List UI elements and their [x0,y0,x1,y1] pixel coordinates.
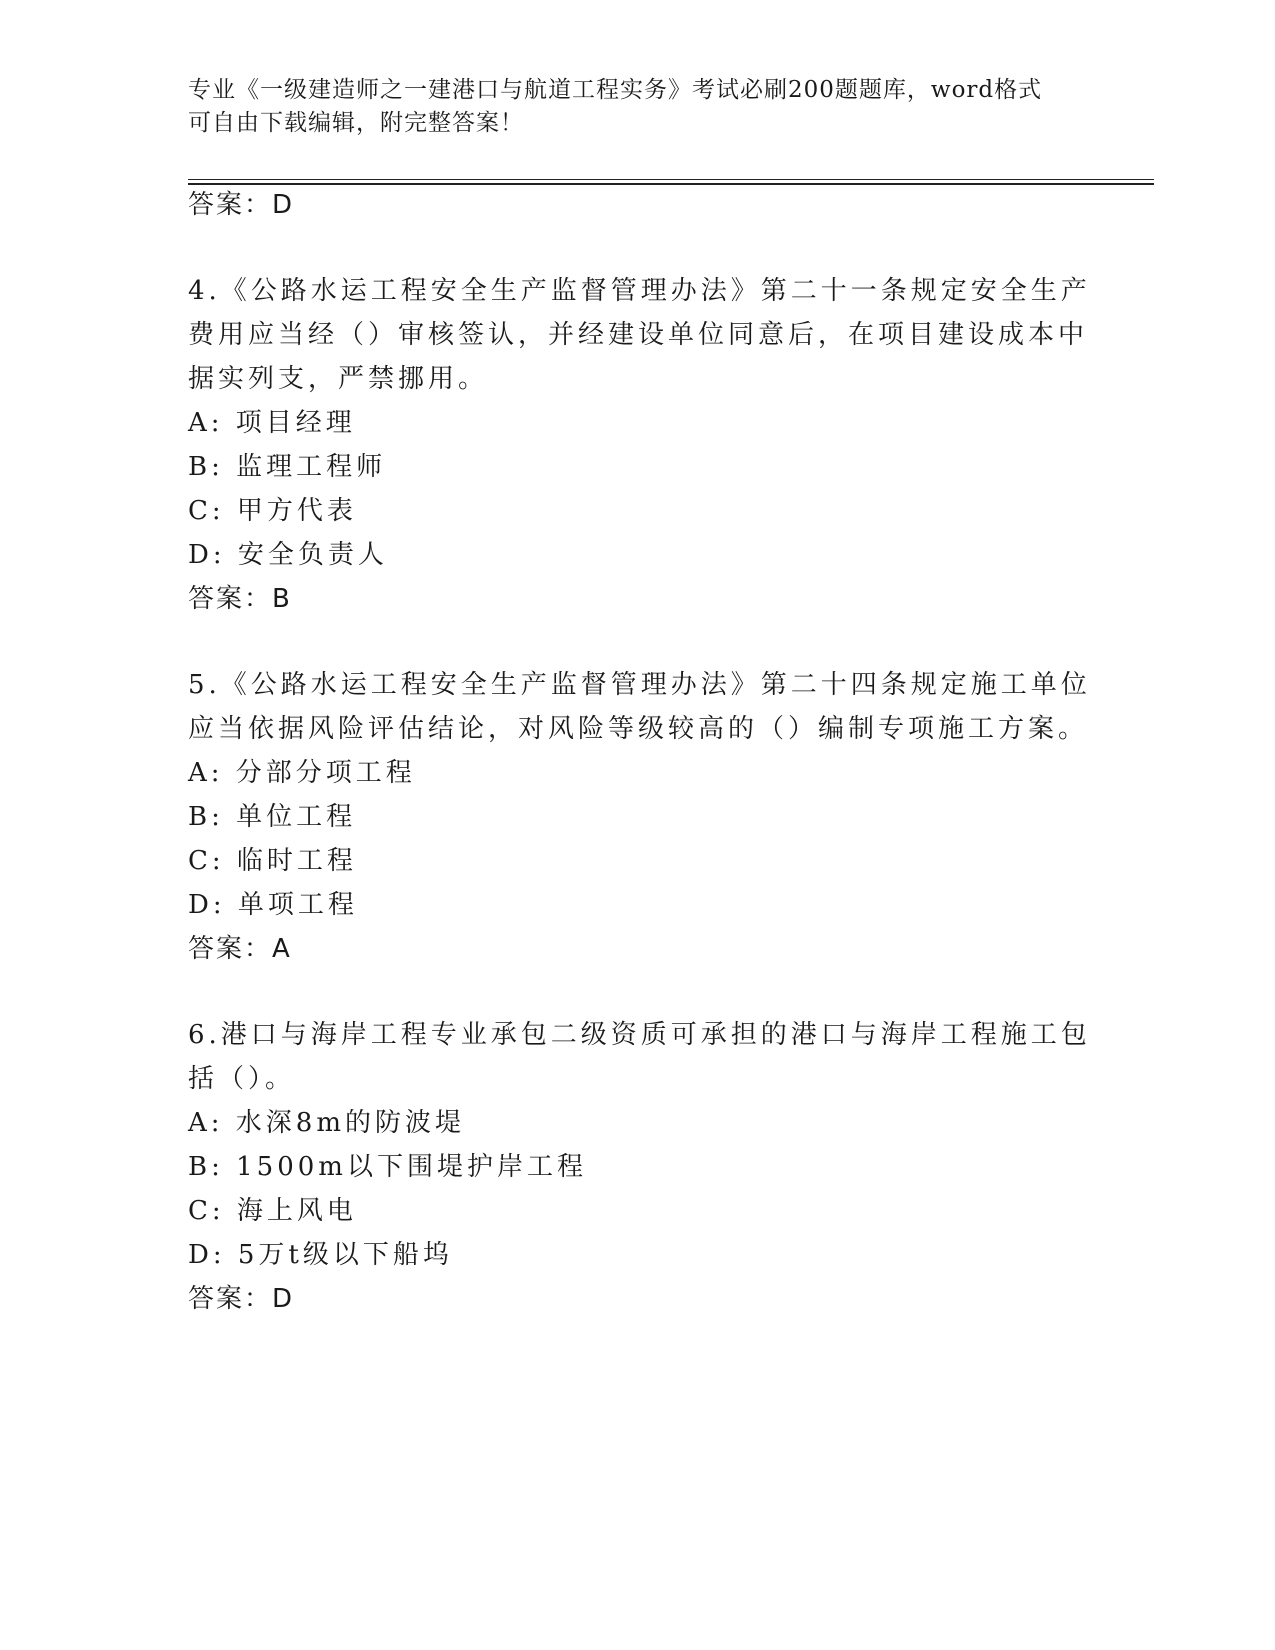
option-d: D: 单项工程 [188,890,358,920]
answer: 答案：A [188,934,292,964]
option-c: C: 海上风电 [188,1196,357,1226]
option-a: A: 水深8m的防波堤 [188,1108,465,1138]
option-b: B: 1500m以下围堤护岸工程 [188,1152,587,1182]
answer: 答案：D [188,1284,295,1314]
option-d: D: 安全负责人 [188,540,388,570]
option-a: A: 项目经理 [188,408,356,438]
option-b: B: 单位工程 [188,802,357,832]
header-line-1: 专业《一级建造师之一建港口与航道工程实务》考试必刷200题题库，word格式 [188,77,1043,103]
question-stem-line: 4.《公路水运工程安全生产监督管理办法》第二十一条规定安全生产 [188,276,1091,306]
question-stem-line: 6.港口与海岸工程专业承包二级资质可承担的港口与海岸工程施工包 [188,1020,1091,1050]
prev-answer: 答案：D [188,190,295,220]
question-stem-line: 据实列支，严禁挪用。 [188,364,489,394]
option-b: B: 监理工程师 [188,452,387,482]
answer: 答案：B [188,584,292,614]
page-header [188,74,1088,140]
question-stem-line: 应当依据风险评估结论，对风险等级较高的（）编制专项施工方案。 [188,714,1089,744]
option-d: D: 5万t级以下船坞 [188,1240,453,1270]
question-stem-line: 费用应当经（）审核签认，并经建设单位同意后，在项目建设成本中 [188,320,1089,350]
header-line-2: 可自由下载编辑，附完整答案！ [188,110,524,136]
option-c: C: 临时工程 [188,846,357,876]
question-stem-line: 5.《公路水运工程安全生产监督管理办法》第二十四条规定施工单位 [188,670,1091,700]
header-rule [188,179,1154,185]
option-c: C: 甲方代表 [188,496,357,526]
question-stem-line: 括（）。 [188,1064,296,1094]
option-a: A: 分部分项工程 [188,758,416,788]
